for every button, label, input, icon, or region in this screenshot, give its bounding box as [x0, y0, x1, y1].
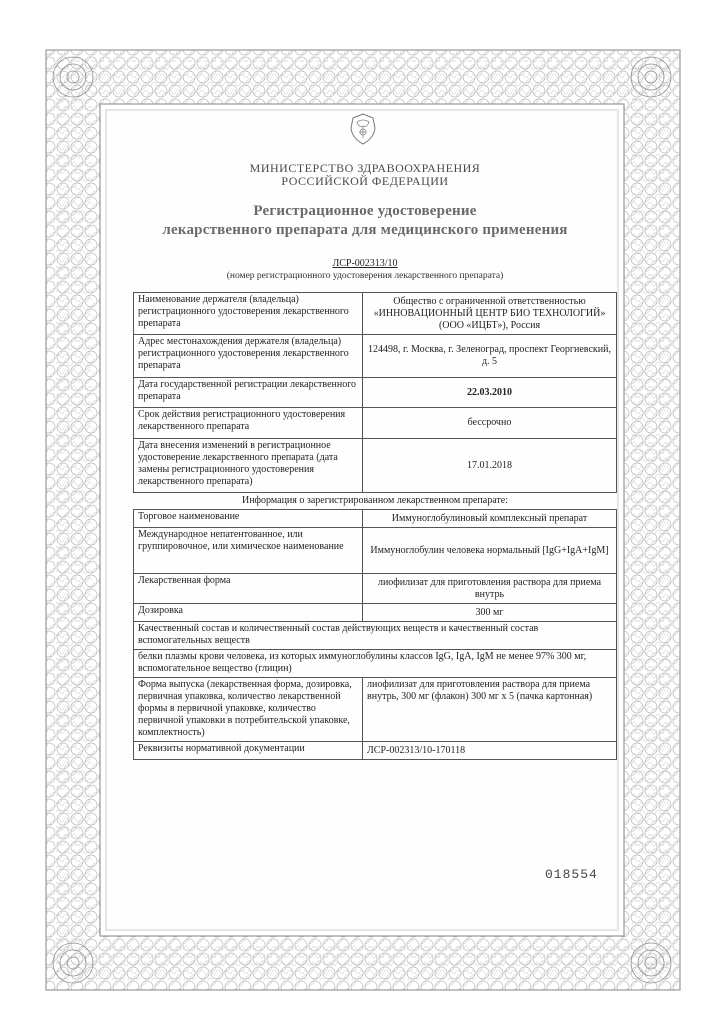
table-row	[134, 742, 617, 760]
normative-docs-value: ЛСР-002313/10-170118	[363, 742, 617, 760]
table-row	[134, 574, 617, 604]
table-row	[134, 439, 617, 493]
dosage-form-value: лиофилизат для приготовления раствора для приема внутрь	[363, 574, 617, 604]
table-row	[134, 378, 617, 408]
inn-label: Международное непатентованное, или группировочное, или химическое наименование	[134, 528, 363, 574]
composition-text: белки плазмы крови человека, из которых иммуноглобулины классов IgG, IgA, IgM не менее 97% 300 мг, вспомогательное вещество (глицин)	[134, 650, 617, 678]
changes-date-value: 17.01.2018	[363, 439, 617, 493]
registration-date-value: 22.03.2010	[363, 378, 617, 408]
normative-docs-label: Реквизиты нормативной документации	[134, 742, 363, 760]
holder-address-value: 124498, г. Москва, г. Зеленоград, проспект Георгиевский, д. 5	[363, 335, 617, 378]
table-row	[134, 493, 617, 510]
table-row	[134, 293, 617, 335]
ministry-name-line2: РОССИЙСКОЙ ФЕДЕРАЦИИ	[281, 174, 449, 188]
inn-value: Иммуноглобулин человека нормальный [IgG+IgA+IgM]	[363, 528, 617, 574]
table-row	[134, 408, 617, 439]
table-row	[134, 604, 617, 622]
holder-address-label: Адрес местонахождения держателя (владельца) регистрационного удостоверения лекарственного препарата	[134, 335, 363, 378]
dosage-form-label: Лекарственная форма	[134, 574, 363, 604]
coat-of-arms-icon	[348, 112, 378, 146]
holder-name-value: Общество с ограниченной ответственностью «ИННОВАЦИОННЫЙ ЦЕНТР БИО ТЕХНОЛОГИЙ» (ООО «ИЦБТ»), Россия	[363, 293, 617, 335]
table-row	[134, 650, 617, 678]
table-row	[134, 510, 617, 528]
holder-name-label: Наименование держателя (владельца) регистрационного удостоверения лекарственного препарата	[134, 293, 363, 335]
document-title-line2: лекарственного препарата для медицинского применения	[162, 222, 568, 238]
registration-number-text: ЛСР-002313/10	[332, 258, 398, 269]
table-row	[134, 622, 617, 650]
trade-name-label: Торговое наименование	[134, 510, 363, 528]
registration-number	[130, 258, 600, 269]
ministry-name-line1: МИНИСТЕРСТВО ЗДРАВООХРАНЕНИЯ	[249, 161, 481, 175]
dosage-label: Дозировка	[134, 604, 363, 622]
dosage-value: 300 мг	[363, 604, 617, 622]
trade-name-value: Иммуноглобулиновый комплексный препарат	[363, 510, 617, 528]
holder-table	[133, 292, 617, 760]
registration-number-caption: (номер регистрационного удостоверения лекарственного препарата)	[226, 271, 504, 281]
table-row	[134, 335, 617, 378]
changes-date-label: Дата внесения изменений в регистрационное удостоверение лекарственного препарата (дата замены регистрационного удостоверения лекарственного препарата)	[134, 439, 363, 493]
registration-date-label: Дата государственной регистрации лекарственного препарата	[134, 378, 363, 408]
document-title-line1: Регистрационное удостоверение	[253, 203, 477, 219]
serial-number: 018554	[545, 867, 598, 882]
release-form-label: Форма выпуска (лекарственная форма, дозировка, первичная упаковка, количество лекарственной формы в первичной упаковке, количество первичной упаковки в потребительской упаковке, комплектность)	[134, 678, 363, 742]
validity-label: Срок действия регистрационного удостоверения лекарственного препарата	[134, 408, 363, 439]
validity-value: бессрочно	[363, 408, 617, 439]
info-caption: Информация о зарегистрированном лекарственном препарате:	[134, 493, 617, 510]
table-row	[134, 678, 617, 742]
composition-heading: Качественный состав и количественный состав действующих веществ и качественный состав вспомогательных веществ	[134, 622, 617, 650]
release-form-value: лиофилизат для приготовления раствора для приема внутрь, 300 мг (флакон) 300 мг х 5 (пачка картонная)	[363, 678, 617, 742]
table-row	[134, 528, 617, 574]
